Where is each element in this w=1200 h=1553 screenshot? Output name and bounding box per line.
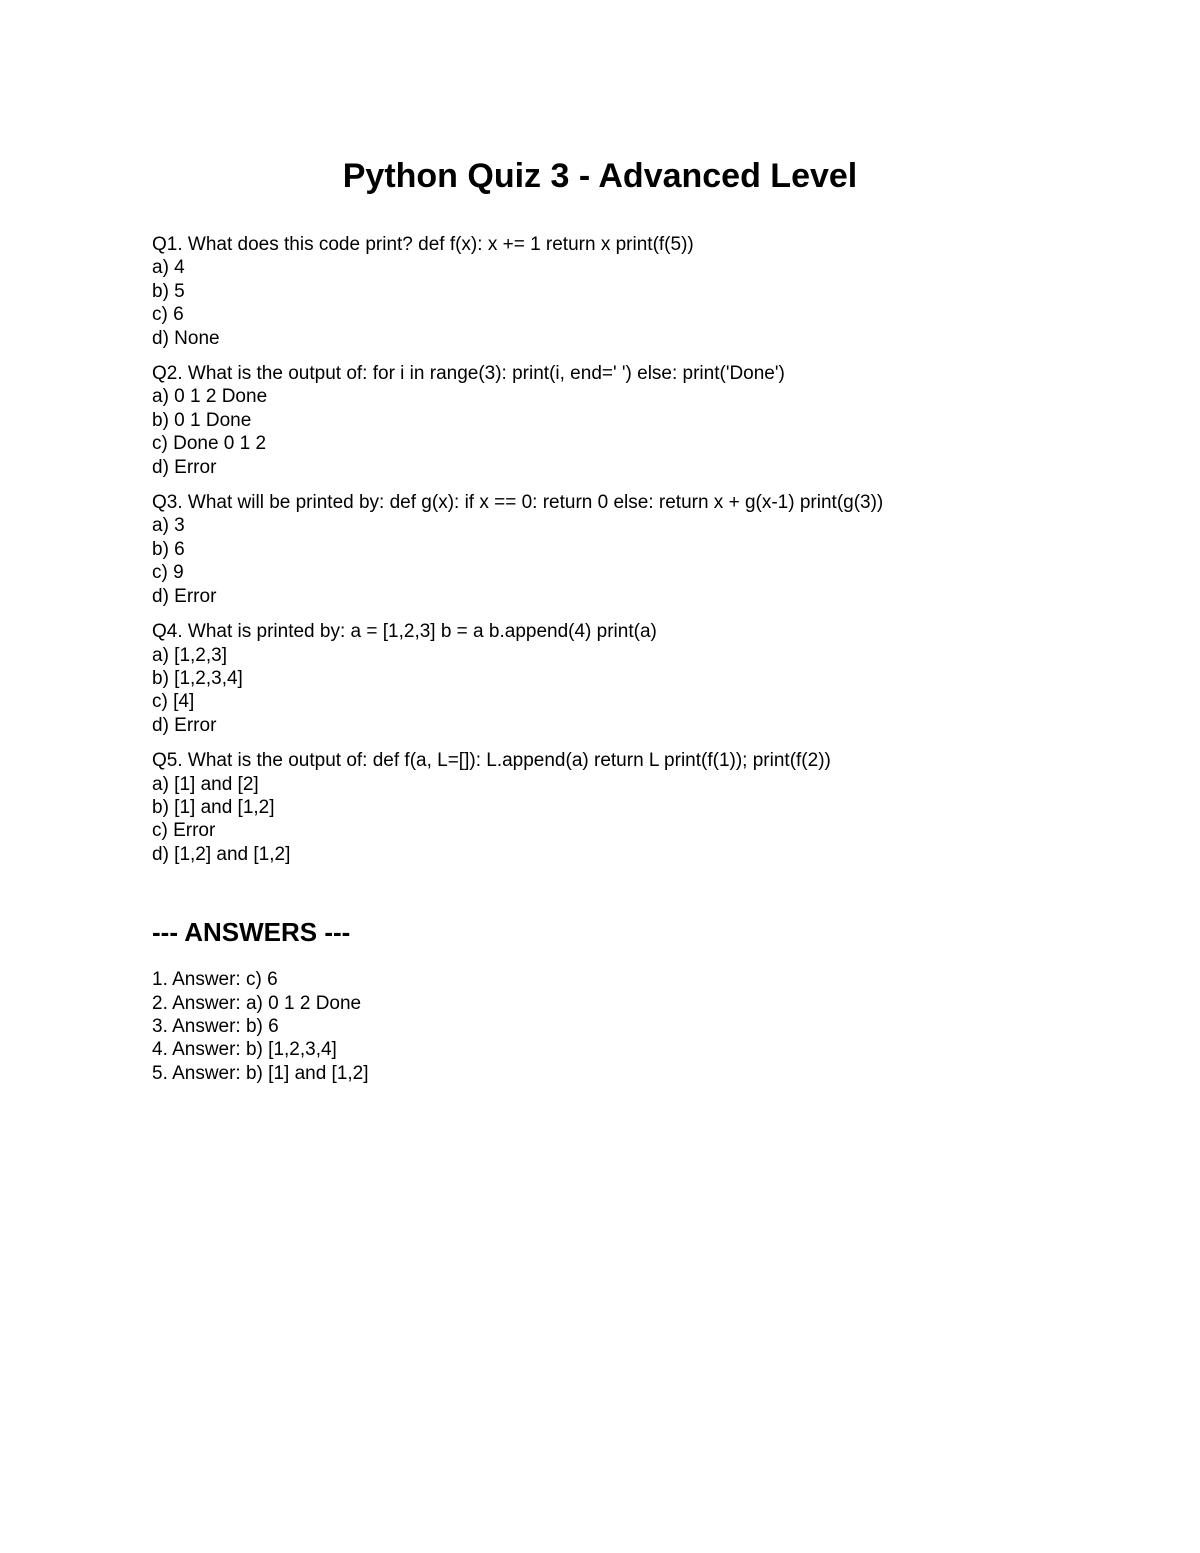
option-b: b) 0 1 Done — [152, 409, 252, 431]
option-d: d) [1,2] and [1,2] — [152, 843, 291, 865]
question-text: Q2. What is the output of: for i in range(3): print(i, end=' ') else: print('Done') — [152, 363, 785, 385]
option-a: a) 3 — [152, 515, 185, 537]
option-b: b) [1] and [1,2] — [152, 796, 275, 818]
answer-4: 4. Answer: b) [1,2,3,4] — [152, 1039, 337, 1061]
option-c: c) 9 — [152, 562, 184, 584]
option-b: b) [1,2,3,4] — [152, 667, 243, 689]
question-3 — [152, 491, 1112, 608]
question-2 — [152, 362, 1112, 479]
option-a: a) 0 1 2 Done — [152, 386, 268, 408]
answer-1: 1. Answer: c) 6 — [152, 969, 278, 991]
option-b: b) 5 — [152, 280, 185, 302]
option-a: a) [1,2,3] — [152, 644, 227, 666]
answer-key — [152, 968, 1112, 1085]
question-text: Q1. What does this code print? def f(x): x += 1 return x print(f(5)) — [152, 234, 694, 255]
option-c: c) Done 0 1 2 — [152, 433, 267, 455]
page-title: Python Quiz 3 - Advanced Level — [342, 157, 858, 195]
question-4 — [152, 620, 1112, 737]
question-1 — [152, 233, 1112, 350]
option-d: d) Error — [152, 585, 217, 607]
option-d: d) Error — [152, 714, 217, 736]
option-c: c) 6 — [152, 304, 184, 326]
quiz-content — [152, 233, 1112, 1085]
question-5 — [152, 749, 1112, 866]
option-d: d) None — [152, 327, 220, 349]
answer-5: 5. Answer: b) [1] and [1,2] — [152, 1062, 369, 1084]
question-text: Q4. What is printed by: a = [1,2,3] b = a b.append(4) print(a) — [152, 621, 657, 643]
option-a: a) [1] and [2] — [152, 773, 259, 795]
question-text: Q5. What is the output of: def f(a, L=[]): L.append(a) return L print(f(1)); print(f(2)) — [152, 750, 831, 772]
option-b: b) 6 — [152, 538, 185, 560]
answers-heading: --- ANSWERS --- — [152, 917, 351, 948]
option-c: c) [4] — [152, 691, 195, 713]
answer-3: 3. Answer: b) 6 — [152, 1015, 279, 1037]
option-a: a) 4 — [152, 257, 185, 279]
question-text: Q3. What will be printed by: def g(x): if x == 0: return 0 else: return x + g(x-1) print(g(3)) — [152, 492, 884, 514]
answer-2: 2. Answer: a) 0 1 2 Done — [152, 992, 362, 1014]
option-c: c) Error — [152, 820, 216, 842]
option-d: d) Error — [152, 456, 217, 478]
